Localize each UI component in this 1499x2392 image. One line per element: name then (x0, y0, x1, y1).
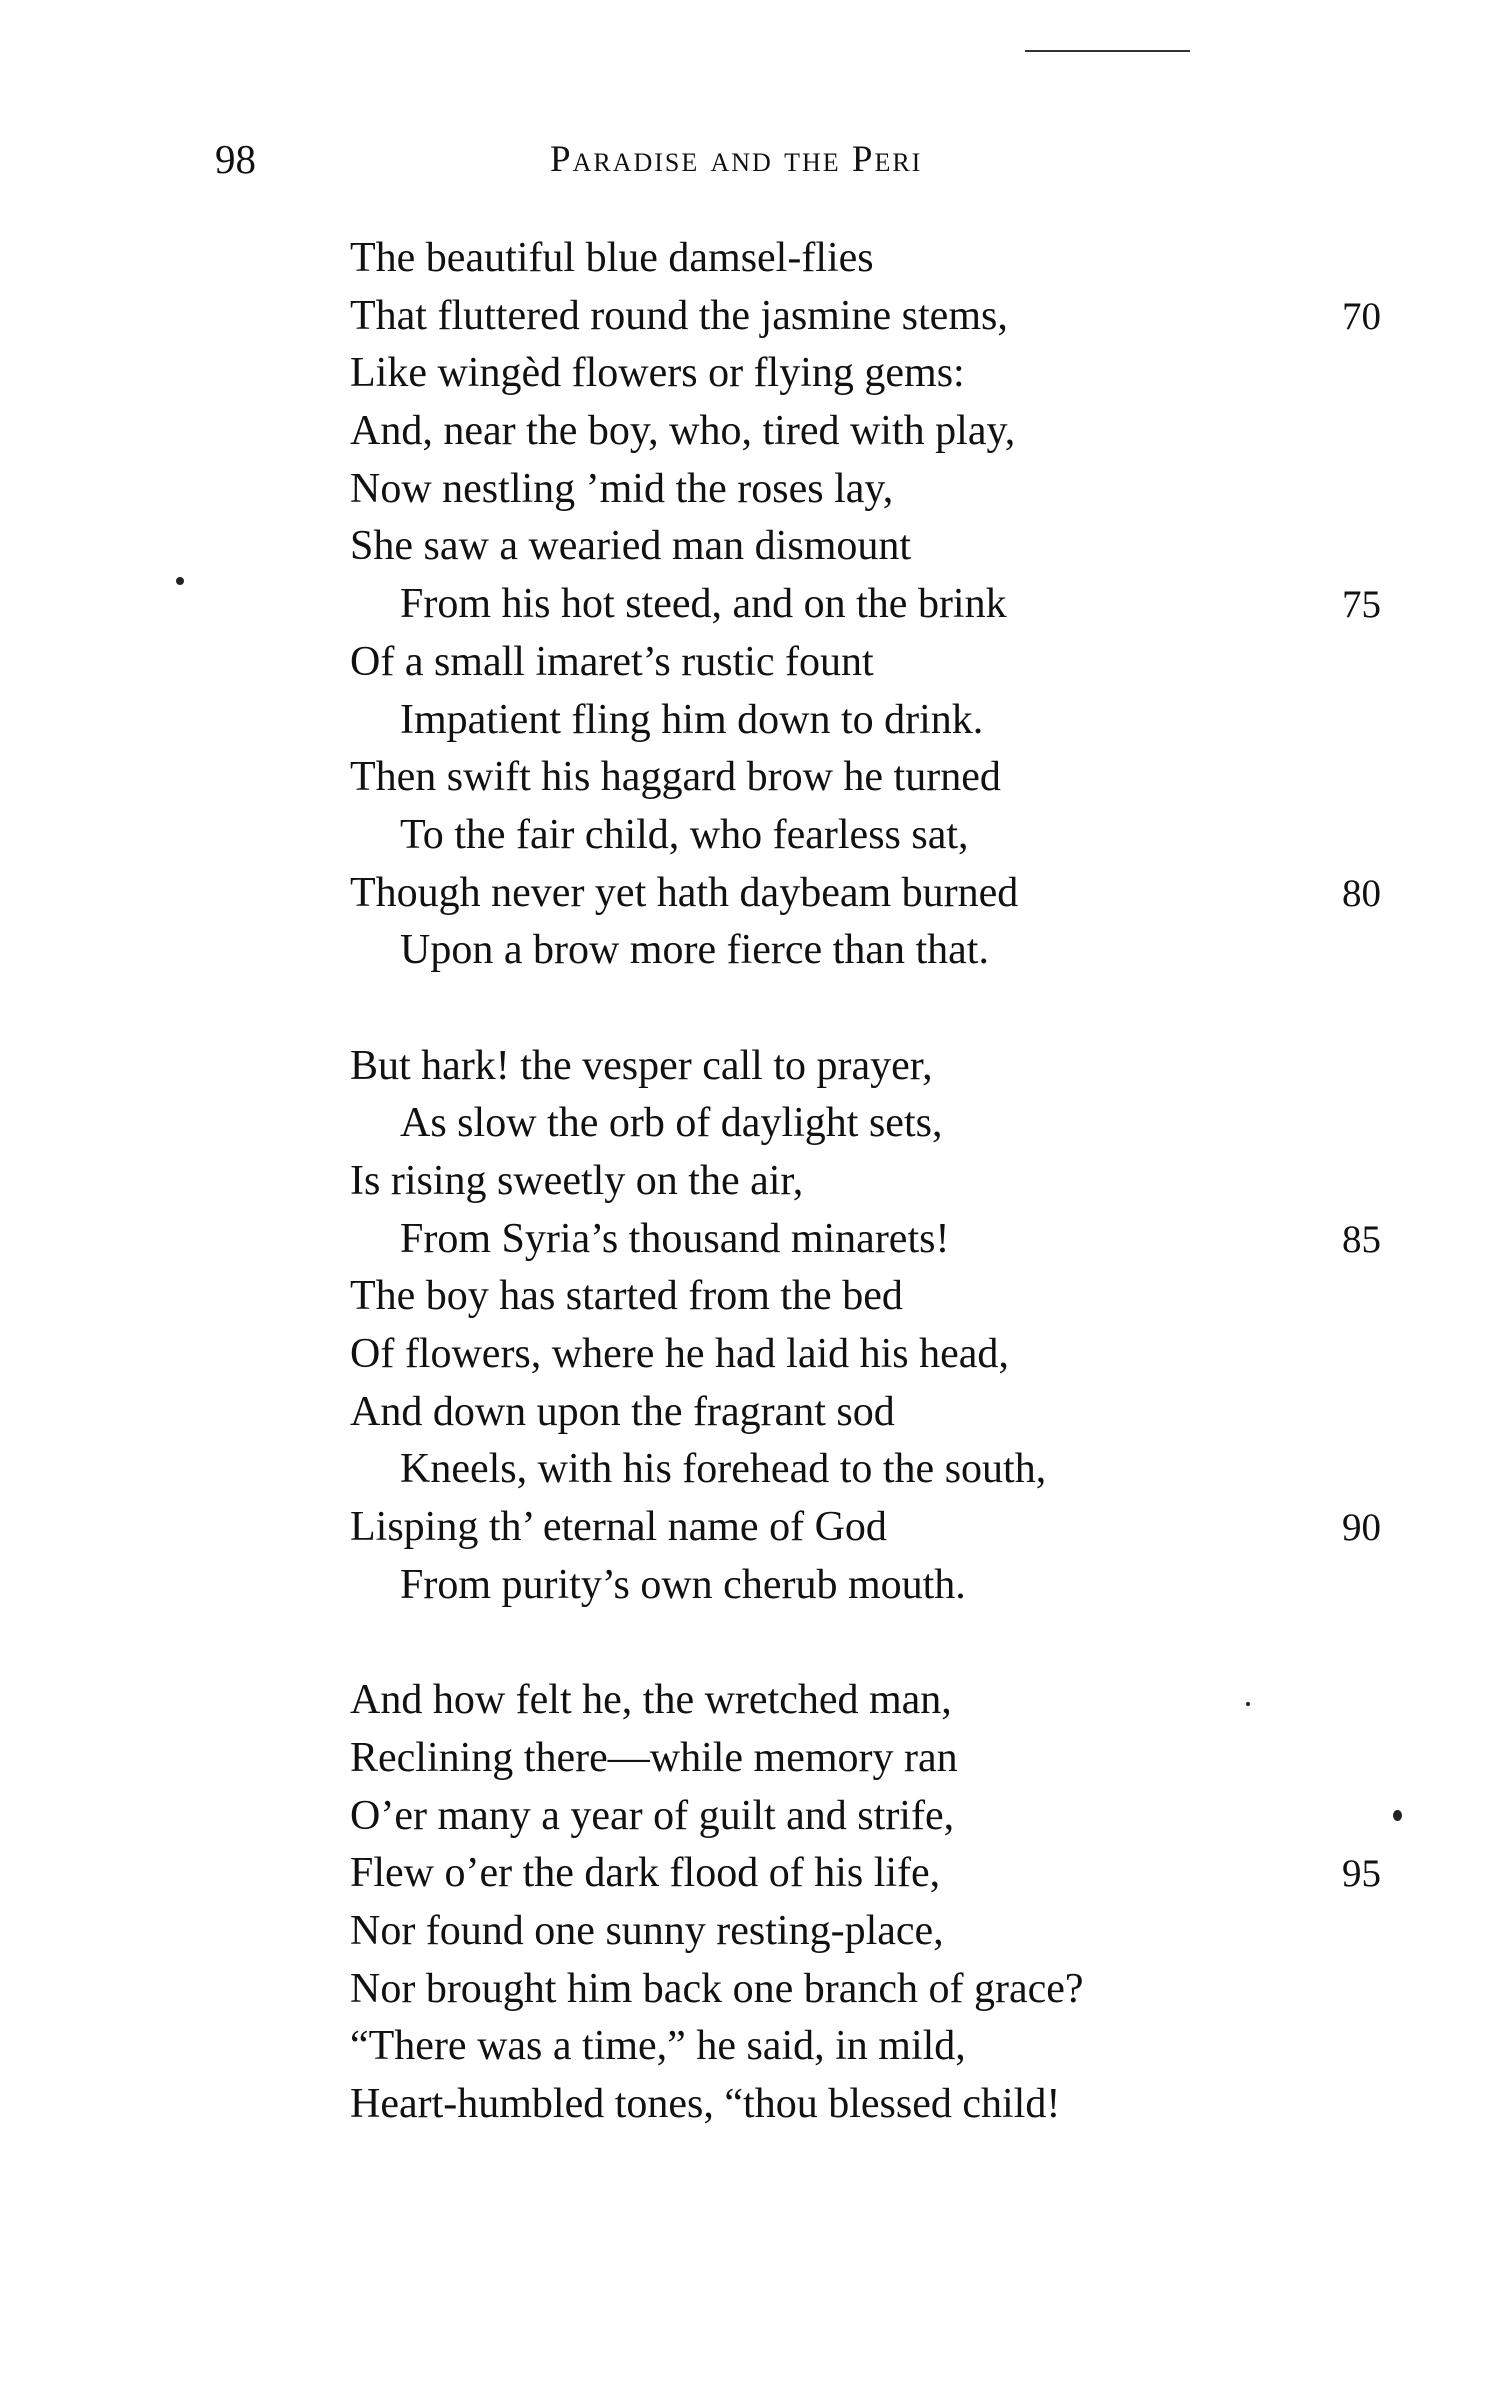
poem-line-text: Of flowers, where he had laid his head, (350, 1331, 1009, 1378)
poem-line (350, 1499, 1400, 1557)
poem-line-text: Though never yet hath daybeam burned (350, 869, 1019, 916)
poem-line-text: The beautiful blue damsel-flies (350, 235, 874, 281)
poem-line (350, 1730, 1400, 1788)
poem-line (350, 922, 1400, 980)
poem-line (350, 1845, 1400, 1903)
poem-line-text: Flew o’er the dark flood of his life, (350, 1850, 941, 1897)
poem-line (350, 1038, 1400, 1096)
poem-line (350, 518, 1400, 576)
page-number: 98 (215, 136, 256, 182)
poem-line-text: Then swift his haggard brow he turned (350, 754, 1001, 801)
poem-body (350, 230, 1400, 2134)
poem-line (350, 345, 1400, 403)
stray-mark (176, 577, 184, 585)
poem-line-text: And, near the boy, who, tired with play, (350, 408, 1016, 455)
stanza-break (350, 980, 1400, 1038)
poem-line (350, 461, 1400, 519)
poem-line (350, 576, 1400, 634)
line-number: 80 (1342, 871, 1381, 915)
poem-line (350, 807, 1400, 865)
poem-line (350, 1095, 1400, 1153)
poem-line (350, 692, 1400, 750)
poem-line-text: That fluttered round the jasmine stems, (350, 292, 1008, 339)
poem-line (350, 1268, 1400, 1326)
poem-line-text: Kneels, with his forehead to the south, (400, 1446, 1047, 1493)
stanza-break (350, 1615, 1400, 1673)
line-number: 95 (1342, 1852, 1381, 1896)
poem-line-text: Like wingèd flowers or flying gems: (350, 350, 965, 397)
poem-line-text: As slow the orb of daylight sets, (400, 1100, 943, 1147)
poem-line-text: Impatient fling him down to drink. (400, 696, 984, 743)
line-number: 90 (1342, 1506, 1381, 1550)
poem-line (350, 2076, 1400, 2134)
poem-line (350, 2018, 1400, 2076)
poem-line-text: But hark! the vesper call to prayer, (350, 1042, 933, 1089)
poem-line (350, 1153, 1400, 1211)
running-head: Paradise and the Peri (550, 139, 923, 180)
line-number: 75 (1342, 583, 1381, 627)
poem-line-text: She saw a wearied man dismount (350, 523, 912, 570)
poem-line-text: Of a small imaret’s rustic fount (350, 638, 874, 685)
poem-line (350, 1788, 1400, 1846)
poem-line-text: And down upon the fragrant sod (350, 1388, 895, 1435)
poem-line-text: The boy has started from the bed (350, 1273, 903, 1320)
poem-line (350, 288, 1400, 346)
poem-line-text: Nor brought him back one branch of grace? (350, 1965, 1084, 2012)
poem-line (350, 1441, 1400, 1499)
poem-line (350, 1903, 1400, 1961)
poem-line (350, 1557, 1400, 1615)
poem-line-text: Nor found one sunny resting-place, (350, 1907, 944, 1954)
poem-line-text: And how felt he, the wretched man, (350, 1677, 952, 1724)
line-number: 70 (1342, 294, 1381, 338)
poem-line-text: Lisping th’ eternal name of God (350, 1504, 887, 1551)
poem-line (350, 1326, 1400, 1384)
top-rule (1025, 50, 1190, 52)
poem-line-text: Reclining there—while memory ran (350, 1734, 958, 1781)
poem-line (350, 1672, 1400, 1730)
poem-line (350, 865, 1400, 923)
poem-line (350, 403, 1400, 461)
poem-line-text: “There was a time,” he said, in mild, (350, 2023, 966, 2070)
poem-line-text: From purity’s own cherub mouth. (400, 1561, 966, 1608)
poem-line-text: From his hot steed, and on the brink (400, 581, 1007, 628)
poem-line-text: O’er many a year of guilt and strife, (350, 1792, 955, 1839)
poem-line (350, 749, 1400, 807)
poem-line-text: Now nestling ’mid the roses lay, (350, 465, 894, 512)
line-number: 85 (1342, 1217, 1381, 1261)
poem-line (350, 1211, 1400, 1269)
poem-line-text: To the fair child, who fearless sat, (400, 811, 969, 858)
poem-line-text: Is rising sweetly on the air, (350, 1158, 804, 1204)
poem-line (350, 1961, 1400, 2019)
poem-line-text: From Syria’s thousand minarets! (400, 1215, 950, 1262)
poem-line (350, 634, 1400, 692)
poem-line (350, 230, 1400, 288)
poem-line (350, 1384, 1400, 1442)
poem-line-text: Heart-humbled tones, “thou blessed child! (350, 2081, 1061, 2127)
poem-line-text: Upon a brow more fierce than that. (400, 927, 989, 974)
